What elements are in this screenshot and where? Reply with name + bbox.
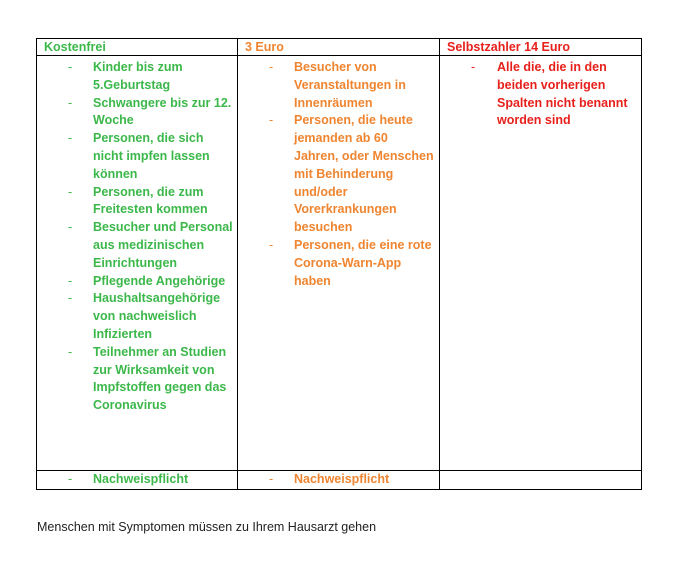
header-row bbox=[37, 39, 642, 56]
list-item: - Besucher und Personal aus medizinischen Einrichtungen bbox=[68, 220, 233, 270]
header-selbstzahler: Selbstzahler 14 Euro bbox=[440, 39, 642, 56]
footer-cell-kostenfrei bbox=[37, 471, 238, 490]
footer-cell-3-euro bbox=[238, 471, 440, 490]
header-3-euro: 3 Euro bbox=[238, 39, 440, 56]
list-item: - Personen, die heute jemanden ab 60 Jahren, oder Menschen mit Behinderung und/oder Vorerkrankungen besuchen bbox=[269, 113, 434, 235]
list-item: - Personen, die zum Freitesten kommen bbox=[68, 184, 208, 217]
footer-row bbox=[37, 471, 642, 490]
cell-selbstzahler bbox=[440, 56, 642, 471]
list-kostenfrei bbox=[37, 56, 237, 415]
footer-nachweispflicht: Nachweispflicht bbox=[93, 472, 189, 487]
list-item: - Schwangere bis zur 12. Woche bbox=[68, 95, 232, 128]
list-item: - Pflegende Angehörige bbox=[68, 273, 226, 288]
footer-cell-selbstzahler bbox=[440, 471, 642, 490]
list-item: - Besucher von Veranstaltungen in Innenräumen bbox=[269, 60, 406, 110]
header-kostenfrei: Kostenfrei bbox=[37, 39, 238, 56]
list-item: - Personen, die sich nicht impfen lassen können bbox=[68, 131, 210, 181]
list-item: - Teilnehmer an Studien zur Wirksamkeit von Impfstoffen gegen das Coronavirus bbox=[68, 344, 227, 413]
list-item: - Nachweispflicht bbox=[37, 471, 237, 489]
symptom-note: Menschen mit Symptomen müssen zu Ihrem Hausarzt gehen bbox=[37, 520, 377, 534]
list-item: - Alle die, die in den beiden vorherigen Spalten nicht benannt worden sind bbox=[471, 60, 628, 128]
list-item: - Personen, die eine rote Corona-Warn-App haben bbox=[269, 237, 432, 288]
list-item: - Nachweispflicht bbox=[238, 471, 439, 489]
body-row bbox=[37, 56, 642, 471]
list-3-euro bbox=[238, 56, 439, 290]
footer-nachweispflicht: Nachweispflicht bbox=[294, 472, 390, 487]
list-item: - Kinder bis zum 5.Geburtstag bbox=[68, 60, 183, 92]
list-selbstzahler bbox=[440, 56, 641, 130]
cell-3-euro bbox=[238, 56, 440, 471]
test-cost-table bbox=[36, 38, 642, 490]
cell-kostenfrei bbox=[37, 56, 238, 471]
list-item: - Haushaltsangehörige von nachweislich Infizierten bbox=[68, 291, 221, 341]
